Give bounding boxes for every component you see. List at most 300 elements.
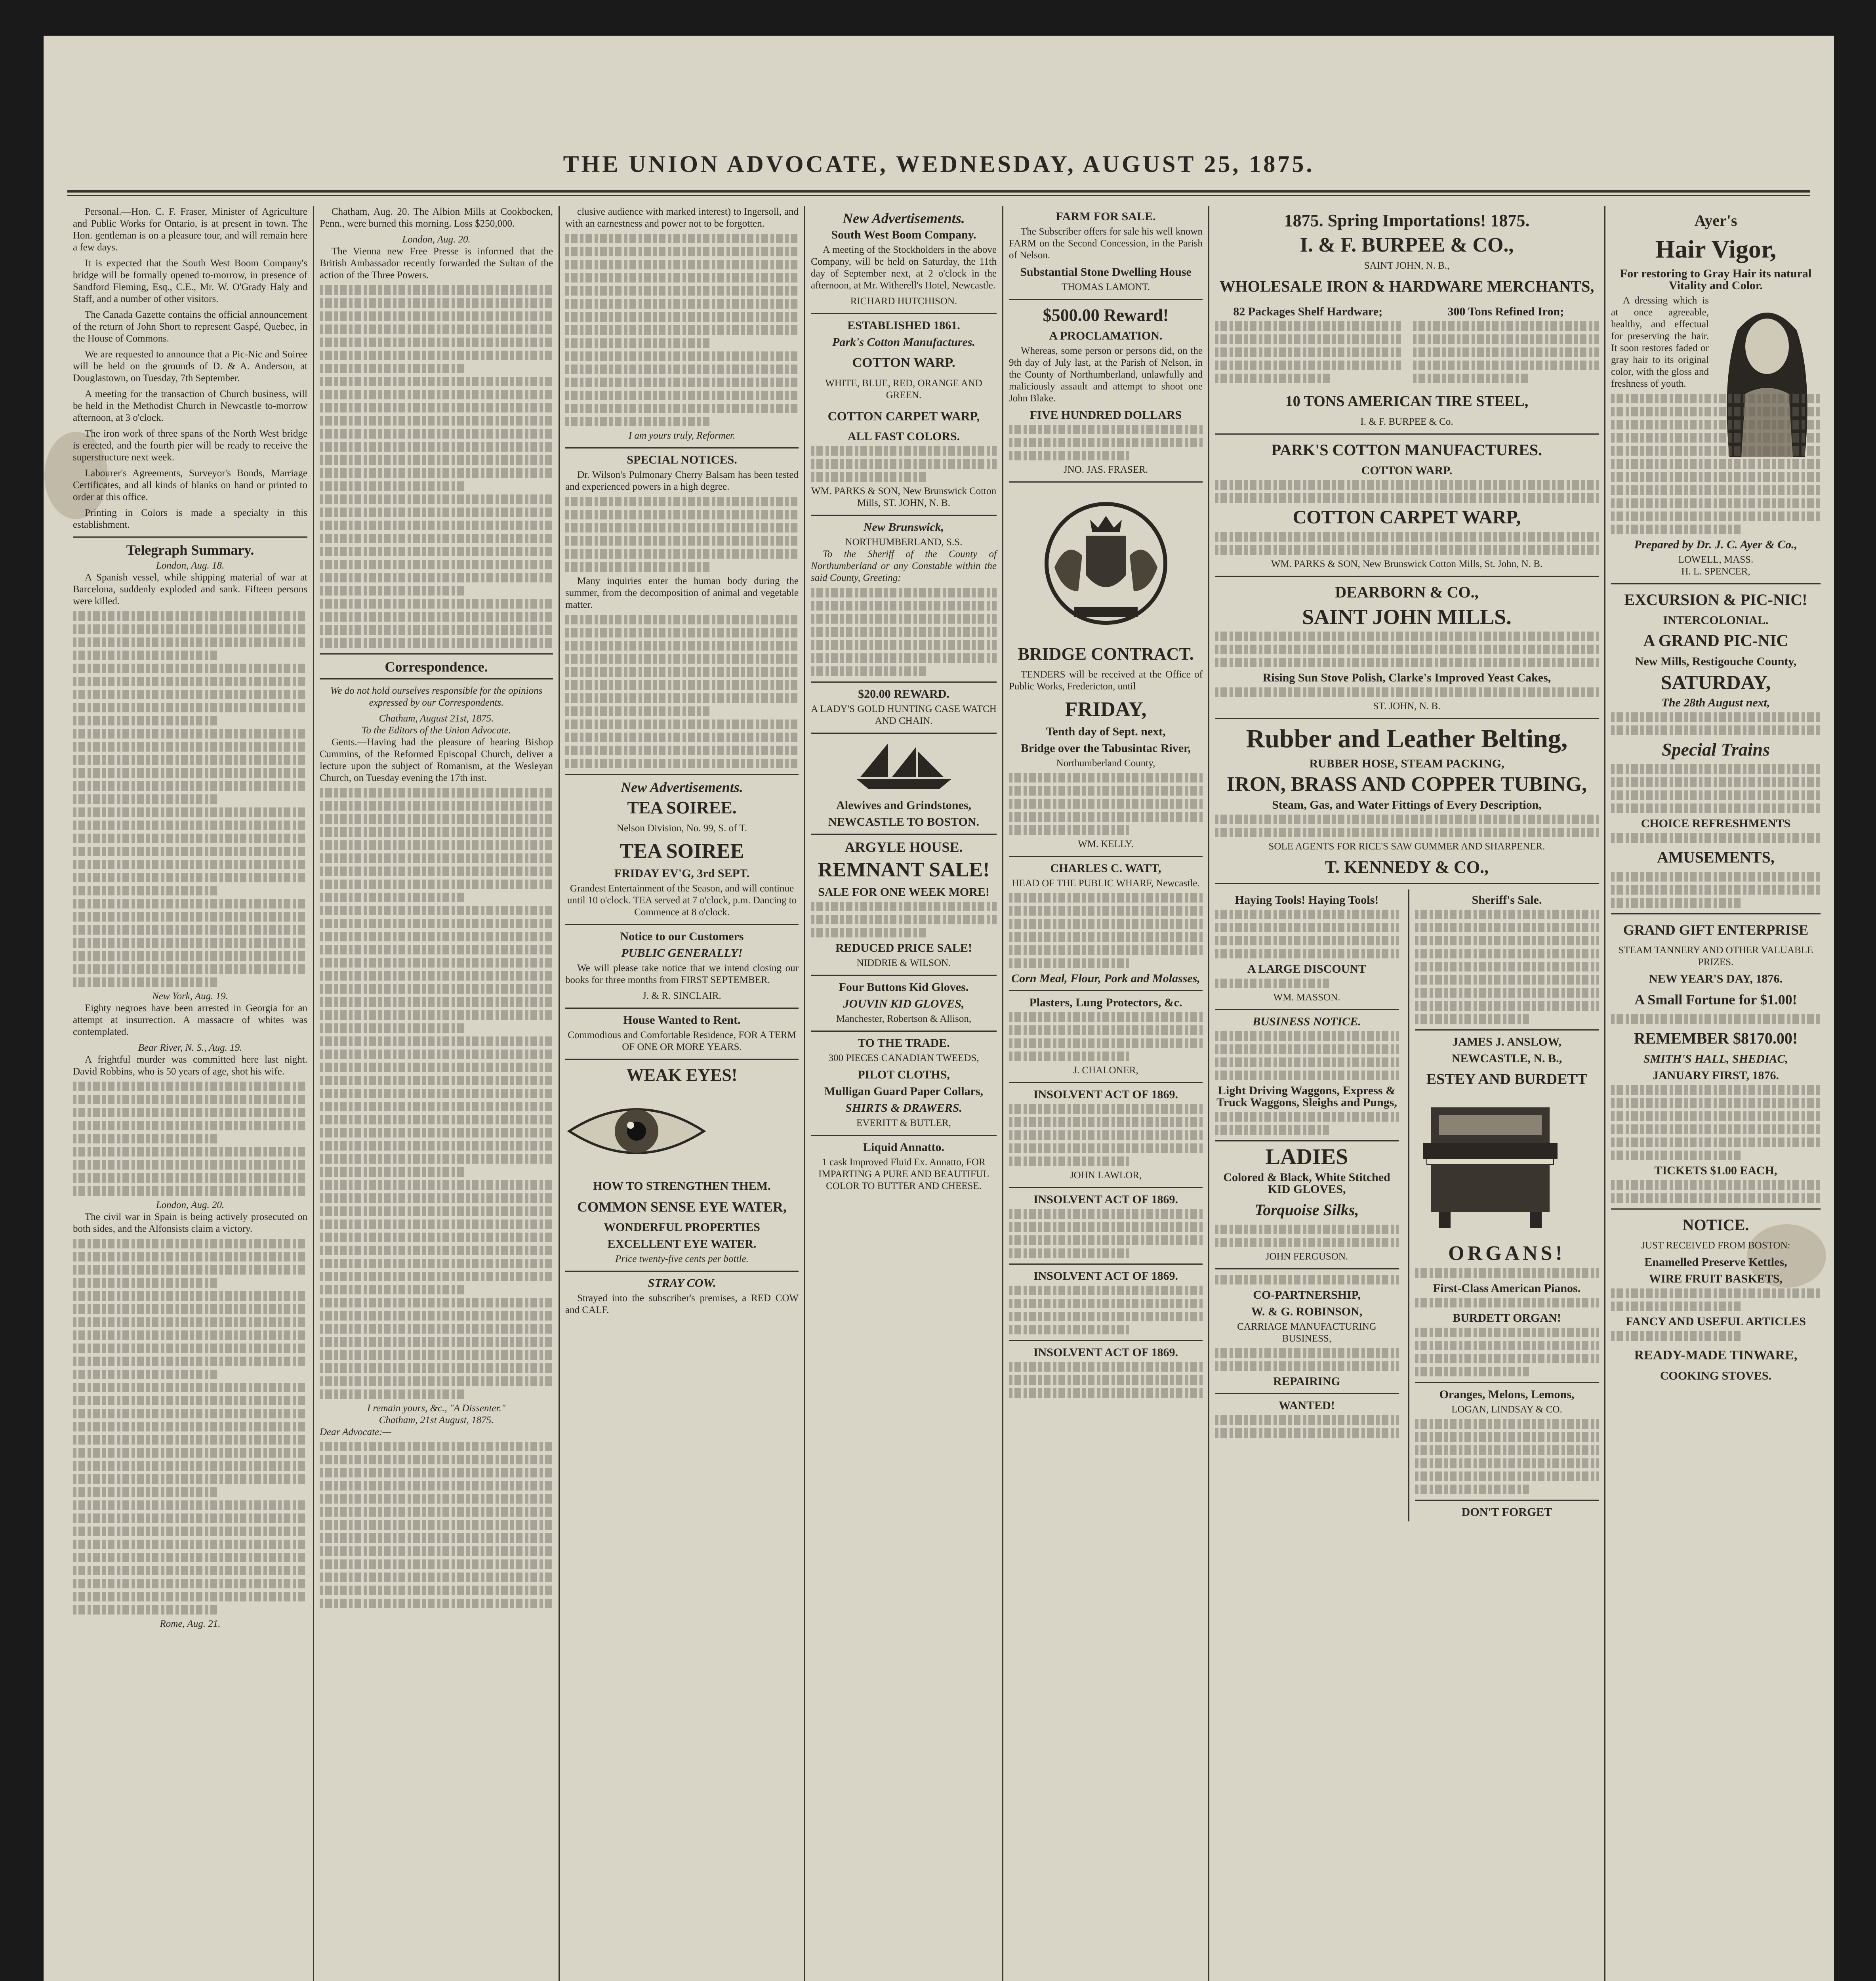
ad-title: BRIDGE CONTRACT. bbox=[1018, 644, 1194, 664]
ad-body: TENDERS will be received at the Office of Public Works, Fredericton, until bbox=[1009, 669, 1203, 692]
section-heading: SPECIAL NOTICES. bbox=[627, 453, 737, 466]
ad-title: Liquid Annatto. bbox=[863, 1141, 945, 1154]
ad-subtitle: SALE FOR ONE WEEK MORE! bbox=[818, 886, 989, 899]
text-line bbox=[1415, 1298, 1599, 1307]
ad-title: CHARLES C. WATT, bbox=[1050, 862, 1161, 875]
ad-body: To the Sheriff of the County of Northumberland or any Constable within the said County, Greeting: bbox=[811, 549, 997, 583]
text-line bbox=[1009, 825, 1129, 835]
ad-title: Plasters, Lung Protectors, &c. bbox=[1029, 996, 1182, 1009]
text-line bbox=[1009, 1248, 1129, 1258]
text-line bbox=[73, 834, 307, 843]
divider bbox=[1215, 576, 1599, 577]
text-line bbox=[1009, 1157, 1129, 1166]
text-line bbox=[1415, 1471, 1599, 1481]
text-line bbox=[1215, 923, 1399, 932]
text-line bbox=[1009, 1025, 1203, 1035]
text-line bbox=[320, 893, 464, 902]
text-line bbox=[320, 586, 464, 595]
text-line bbox=[811, 653, 997, 663]
paragraph: We are requested to announce that a Pic-Nic and Soiree will be held on the grounds of D. & A. Anderson, at Douglastown, on Tuesday, 7th September. bbox=[73, 349, 307, 384]
text-line bbox=[320, 840, 553, 850]
text-line bbox=[1415, 1268, 1599, 1278]
text-line bbox=[811, 614, 997, 624]
divider bbox=[1215, 1140, 1399, 1141]
divider bbox=[1215, 1009, 1399, 1010]
ad-price: Price twenty-five cents per bottle. bbox=[615, 1254, 749, 1264]
ad-subtitle: SHIRTS & DRAWERS. bbox=[845, 1101, 962, 1115]
ad-title: DEARBORN & CO., bbox=[1335, 583, 1479, 601]
text-line bbox=[1415, 1445, 1599, 1455]
text-line bbox=[73, 690, 307, 699]
text-line bbox=[73, 651, 218, 660]
text-line bbox=[1415, 1367, 1529, 1376]
ad-title: EXCURSION & PIC-NIC! bbox=[1624, 591, 1807, 609]
text-line bbox=[565, 562, 710, 572]
paragraph: A Spanish vessel, while shipping material of war at Barcelona, suddenly exploded and sank. Fifteen persons were killed. bbox=[73, 572, 307, 607]
text-line bbox=[73, 1095, 307, 1104]
text-line bbox=[320, 416, 553, 426]
text-line bbox=[1215, 1112, 1399, 1122]
text-line bbox=[320, 1324, 553, 1334]
ad-signature: I. & F. BURPEE & Co. bbox=[1360, 416, 1453, 427]
divider bbox=[1215, 433, 1599, 435]
text-line bbox=[1611, 498, 1821, 508]
text-line bbox=[320, 1180, 553, 1190]
royal-crest-icon bbox=[1031, 488, 1181, 639]
dateline: Rome, Aug. 21. bbox=[160, 1618, 221, 1629]
text-line bbox=[73, 847, 307, 856]
text-line bbox=[320, 997, 553, 1007]
text-line bbox=[320, 1259, 553, 1268]
ad-subtitle: Nelson Division, No. 99, S. of T. bbox=[617, 823, 747, 834]
ad-subtitle: NEW YEAR'S DAY, 1876. bbox=[1649, 972, 1783, 985]
ad-title: Ayer's bbox=[1694, 212, 1737, 229]
text-line bbox=[320, 455, 553, 465]
text-line bbox=[320, 945, 553, 954]
ad-date: FRIDAY EV'G, 3rd SEPT. bbox=[614, 867, 750, 880]
text-line bbox=[565, 549, 799, 559]
text-line bbox=[811, 459, 997, 469]
text-line bbox=[73, 1291, 307, 1301]
text-line bbox=[320, 351, 553, 360]
divider bbox=[811, 1031, 997, 1032]
ad-signature: WM. MASSON. bbox=[1273, 992, 1340, 1003]
divider bbox=[565, 447, 799, 448]
ad-subtitle: First-Class American Pianos. bbox=[1433, 1282, 1581, 1295]
text-line bbox=[320, 1102, 553, 1111]
ad-subtitle: Rising Sun Stove Polish, Clarke's Improved Yeast Cakes, bbox=[1262, 671, 1551, 684]
ad-signature: Manchester, Robertson & Allison, bbox=[836, 1013, 972, 1024]
column-6 bbox=[1208, 206, 1604, 1981]
column-1 bbox=[67, 206, 313, 1981]
ad-subtitle: FIVE HUNDRED DOLLARS bbox=[1030, 408, 1182, 422]
ad-subtitle: Substantial Stone Dwelling House bbox=[1020, 265, 1192, 279]
ad-subtitle: SMITH'S HALL, SHEDIAC, bbox=[1643, 1052, 1788, 1065]
ad-headline: READY-MADE TINWARE, bbox=[1634, 1348, 1798, 1363]
text-line bbox=[320, 853, 553, 863]
ad-signature: T. KENNEDY & CO., bbox=[1325, 857, 1489, 877]
text-line bbox=[320, 1533, 553, 1543]
ad-subtitle: INTERCOLONIAL. bbox=[1663, 614, 1769, 627]
text-line bbox=[73, 807, 307, 817]
text-line bbox=[73, 1422, 307, 1431]
text-line bbox=[320, 1586, 553, 1595]
ad-signature: NIDDRIE & WILSON. bbox=[856, 958, 951, 968]
text-line bbox=[565, 667, 799, 677]
text-line bbox=[73, 1553, 307, 1562]
text-line bbox=[320, 1272, 553, 1281]
column-container bbox=[67, 206, 1813, 1981]
ad-signature: THOMAS LAMONT. bbox=[1061, 282, 1150, 292]
ad-signature: EVERITT & BUTLER, bbox=[856, 1118, 951, 1128]
ad-headline: AMUSEMENTS, bbox=[1657, 848, 1775, 866]
text-line bbox=[320, 1233, 553, 1242]
text-line bbox=[1611, 764, 1821, 774]
section-heading: Correspondence. bbox=[385, 659, 488, 675]
text-line bbox=[1215, 949, 1399, 958]
text-line bbox=[73, 716, 218, 725]
text-line bbox=[320, 1298, 553, 1307]
text-line bbox=[73, 925, 307, 935]
text-line bbox=[320, 429, 553, 439]
text-line bbox=[73, 912, 307, 922]
text-line bbox=[73, 1265, 307, 1275]
ad-subtitle: HEAD OF THE PUBLIC WHARF, Newcastle. bbox=[1012, 878, 1200, 889]
ad-subtitle: PILOT CLOTHS, bbox=[858, 1068, 950, 1081]
text-line bbox=[1611, 407, 1821, 416]
divider bbox=[320, 678, 553, 679]
divider bbox=[1611, 583, 1821, 584]
text-line bbox=[73, 1540, 307, 1549]
ad-signature: WM. PARKS & SON, New Brunswick Cotton Mills, St. John, N. B. bbox=[1271, 559, 1543, 569]
text-line bbox=[320, 442, 553, 452]
ad-body: Strayed into the subscriber's premises, a RED COW and CALF. bbox=[565, 1293, 799, 1315]
divider bbox=[1415, 1029, 1599, 1031]
text-line bbox=[73, 873, 307, 882]
text-line bbox=[320, 1311, 553, 1321]
text-line bbox=[320, 827, 553, 837]
text-line bbox=[1215, 632, 1599, 641]
ad-title: NOTICE. bbox=[1682, 1216, 1749, 1234]
text-line bbox=[1611, 511, 1821, 521]
text-line bbox=[1215, 645, 1599, 654]
text-line bbox=[1413, 347, 1599, 357]
ad-title: Haying Tools! Haying Tools! bbox=[1235, 893, 1379, 907]
text-line bbox=[73, 1566, 307, 1575]
ad-subtitle: FANCY AND USEFUL ARTICLES bbox=[1626, 1315, 1806, 1328]
text-line bbox=[73, 742, 307, 752]
ad-subtitle: Tenth day of Sept. next, bbox=[1046, 725, 1166, 738]
ad-signature: J. & R. SINCLAIR. bbox=[642, 990, 721, 1001]
ad-title: House Wanted to Rent. bbox=[623, 1013, 741, 1027]
ad-line: WHITE, BLUE, RED, ORANGE AND GREEN. bbox=[825, 378, 982, 401]
text-line bbox=[1215, 828, 1599, 837]
text-line bbox=[565, 706, 710, 716]
ad-title: A PROCLAMATION. bbox=[1049, 329, 1163, 342]
text-line bbox=[565, 417, 710, 426]
ad-title: STRAY COW. bbox=[648, 1277, 716, 1290]
masthead-rule-thin bbox=[67, 195, 1810, 196]
divider bbox=[1611, 1208, 1821, 1210]
text-line bbox=[1009, 812, 1203, 822]
text-line bbox=[320, 573, 553, 582]
ad-body: Whereas, some person or persons did, on the 9th day of July last, at the Parish of Nelson, in the County of Northumberland, unlawfully and maliciously assault and attempt to shoot one John Blake. bbox=[1009, 345, 1203, 404]
text-line bbox=[73, 1396, 307, 1405]
text-line bbox=[565, 759, 799, 768]
text-line bbox=[320, 1141, 553, 1151]
ad-headline: IRON, BRASS AND COPPER TUBING, bbox=[1226, 773, 1587, 796]
text-line bbox=[320, 377, 553, 386]
ad-headline: TEA SOIREE bbox=[620, 840, 744, 863]
text-line bbox=[565, 273, 799, 282]
text-line bbox=[320, 364, 464, 373]
text-line bbox=[320, 1050, 553, 1059]
text-line bbox=[73, 1435, 307, 1445]
text-line bbox=[73, 899, 307, 908]
ad-title: INSOLVENT ACT OF 1869. bbox=[1033, 1269, 1178, 1282]
newspaper-page bbox=[44, 36, 1834, 1981]
ad-two-column bbox=[1215, 889, 1599, 1521]
ad-subtitle: COOKING STOVES. bbox=[1660, 1369, 1772, 1382]
ad-line: 300 PIECES CANADIAN TWEEDS, bbox=[828, 1053, 979, 1063]
ad-title: INSOLVENT ACT OF 1869. bbox=[1033, 1346, 1178, 1359]
ad-body: Grandest Entertainment of the Season, and will continue until 10 o'clock. TEA served at 7 o'clock, p.m. Dancing to Commence at 8 o'clock. bbox=[567, 883, 797, 918]
ad-signature: J. CHALONER, bbox=[1073, 1065, 1138, 1076]
text-line bbox=[320, 560, 553, 569]
text-line bbox=[565, 733, 799, 742]
text-line bbox=[1215, 1225, 1399, 1234]
text-line bbox=[1611, 394, 1821, 403]
divider bbox=[565, 1271, 799, 1272]
ad-title: BUSINESS NOTICE. bbox=[1253, 1015, 1361, 1028]
paragraph: It is expected that the South West Boom Company's bridge will be formally opened to-morrow, in presence of Sandford Fleming, Esq., C.E., Mr. W. O'Grady Haly and Staff, and a number of other visitors. bbox=[73, 258, 307, 304]
ad-title: Four Buttons Kid Gloves. bbox=[839, 981, 969, 994]
section-heading: New Advertisements. bbox=[843, 210, 965, 226]
ad-subtitle: PUBLIC GENERALLY! bbox=[621, 947, 743, 960]
text-line bbox=[73, 1344, 307, 1353]
ad-column-right bbox=[1413, 301, 1599, 387]
ad-headline: COTTON WARP. bbox=[852, 355, 955, 370]
ad-subtitle: BURDETT ORGAN! bbox=[1453, 1311, 1561, 1324]
text-line bbox=[73, 1173, 307, 1183]
text-line bbox=[320, 1573, 553, 1582]
text-line bbox=[1611, 525, 1741, 534]
ad-title: Alewives and Grindstones, bbox=[836, 799, 971, 812]
text-line bbox=[320, 1363, 553, 1373]
text-line bbox=[1009, 1038, 1203, 1048]
ad-headline: COTTON CARPET WARP, bbox=[1293, 507, 1521, 528]
signature: I remain yours, &c., "A Dissenter." bbox=[367, 1403, 506, 1414]
text-line bbox=[320, 311, 553, 321]
divider bbox=[811, 733, 997, 734]
divider bbox=[1009, 990, 1203, 991]
ad-signature: Prepared by Dr. J. C. Ayer & Co., bbox=[1634, 538, 1798, 551]
schooner-illustration bbox=[845, 739, 963, 795]
ad-subtitle: Bridge over the Tabusintac River, bbox=[1020, 742, 1191, 755]
text-line bbox=[565, 260, 799, 269]
text-line bbox=[320, 1455, 553, 1464]
divider bbox=[565, 1059, 799, 1060]
ad-subtitle: WIRE FRUIT BASKETS, bbox=[1649, 1272, 1783, 1285]
text-line bbox=[1215, 1238, 1399, 1247]
text-line bbox=[1215, 910, 1399, 919]
text-line bbox=[1009, 1325, 1129, 1334]
text-line bbox=[73, 1370, 218, 1379]
text-line bbox=[1611, 420, 1821, 429]
text-line bbox=[1611, 712, 1821, 722]
text-line bbox=[1611, 1098, 1821, 1108]
ad-subtitle: W. & G. ROBINSON, bbox=[1251, 1305, 1363, 1318]
dateline: Chatham, August 21st, 1875. bbox=[379, 713, 494, 724]
text-line bbox=[320, 468, 553, 478]
text-line bbox=[320, 625, 553, 635]
divider bbox=[1215, 883, 1599, 884]
text-line bbox=[73, 1592, 307, 1601]
text-line bbox=[1215, 979, 1329, 988]
text-line bbox=[320, 298, 553, 308]
ad-subtitle: NEWCASTLE TO BOSTON. bbox=[828, 815, 979, 828]
ad-signature: JOHN FERGUSON. bbox=[1265, 1251, 1348, 1262]
text-line bbox=[320, 1036, 553, 1046]
ad-subtitle: TICKETS $1.00 EACH, bbox=[1654, 1164, 1777, 1177]
masthead-rule bbox=[67, 190, 1810, 193]
ad-subtitle: Park's Cotton Manufactures. bbox=[832, 336, 975, 349]
ad-headline: COMMON SENSE EYE WATER, bbox=[577, 1199, 787, 1215]
text-line bbox=[73, 1500, 307, 1510]
text-line bbox=[1415, 962, 1599, 971]
text-line bbox=[73, 1409, 307, 1418]
text-line bbox=[73, 1317, 307, 1327]
paragraph: Chatham, Aug. 20. The Albion Mills at Cookbocken, Penn., were burned this morning. Loss $250,000. bbox=[320, 206, 553, 229]
ad-body: We will please take notice that we intend closing our books for three months from FIRST SEPTEMBER. bbox=[565, 963, 799, 985]
text-line bbox=[73, 703, 307, 712]
text-line bbox=[565, 234, 799, 243]
text-line bbox=[320, 612, 553, 622]
divider bbox=[1009, 1340, 1203, 1341]
divider bbox=[73, 536, 307, 538]
text-line bbox=[1009, 1130, 1203, 1140]
ad-subtitle: RUBBER HOSE, STEAM PACKING, bbox=[1309, 757, 1504, 770]
ad-headline: 10 TONS AMERICAN TIRE STEEL, bbox=[1285, 393, 1529, 410]
divider bbox=[320, 653, 553, 655]
text-line bbox=[565, 365, 799, 374]
text-line bbox=[320, 494, 553, 504]
text-line bbox=[1413, 374, 1528, 383]
organ-illustration bbox=[1415, 1099, 1565, 1230]
section-heading: Telegraph Summary. bbox=[126, 542, 254, 558]
ad-title: Sheriff's Sale. bbox=[1472, 893, 1542, 907]
dateline: London, Aug. 20. bbox=[156, 1200, 225, 1210]
text-line bbox=[320, 1376, 553, 1386]
ad-subtitle: For restoring to Gray Hair its natural Vitality and Color. bbox=[1620, 267, 1812, 292]
text-line bbox=[1009, 1104, 1203, 1114]
ad-subtitle: ALL FAST COLORS. bbox=[847, 430, 960, 443]
masthead: THE UNION ADVOCATE, WEDNESDAY, AUGUST 25, 1875. bbox=[563, 151, 1315, 177]
text-line bbox=[1009, 1235, 1203, 1245]
text-line bbox=[1611, 1124, 1821, 1134]
text-line bbox=[1215, 687, 1599, 697]
ad-title: JAMES J. ANSLOW, bbox=[1452, 1035, 1561, 1048]
text-line bbox=[1415, 1001, 1599, 1011]
text-line bbox=[1009, 1143, 1203, 1153]
text-line bbox=[320, 521, 553, 530]
ad-title: CO-PARTNERSHIP, bbox=[1253, 1288, 1361, 1302]
ad-subtitle: JANUARY FIRST, 1876. bbox=[1653, 1069, 1779, 1082]
ad-subtitle: A LARGE DISCOUNT bbox=[1247, 962, 1367, 975]
text-line bbox=[1415, 923, 1599, 932]
text-line bbox=[1009, 1375, 1203, 1385]
ad-headline: A GRAND PIC-NIC bbox=[1643, 632, 1788, 650]
text-line bbox=[1009, 919, 1203, 929]
ad-two-column bbox=[1215, 301, 1599, 387]
text-line bbox=[73, 938, 307, 948]
divider bbox=[811, 975, 997, 976]
text-line bbox=[565, 719, 799, 729]
divider bbox=[1009, 481, 1203, 483]
text-line bbox=[73, 637, 307, 647]
text-line bbox=[320, 788, 553, 798]
ad-headline: Hair Vigor, bbox=[1655, 235, 1777, 263]
ad-subtitle: Corn Meal, Flour, Pork and Molasses, bbox=[1011, 972, 1200, 985]
text-line bbox=[320, 1220, 553, 1229]
ad-headline: FRIDAY, bbox=[1065, 698, 1147, 721]
text-line bbox=[1611, 777, 1821, 787]
ad-body: A meeting of the Stockholders in the above Company, will be held on Saturday, the 11th day of September next, at 2 o'clock in the afternoon, at Mr. Witherell's Hotel, Newcastle. bbox=[811, 244, 997, 291]
text-line bbox=[1009, 425, 1203, 434]
text-line bbox=[811, 601, 997, 611]
text-line bbox=[73, 1121, 307, 1130]
divider bbox=[811, 313, 997, 314]
text-line bbox=[811, 627, 997, 637]
ad-title: WANTED! bbox=[1279, 1399, 1335, 1412]
text-line bbox=[565, 536, 799, 546]
signature: I am yours truly, Reformer. bbox=[628, 430, 736, 441]
text-line bbox=[565, 497, 799, 506]
text-line bbox=[1415, 1328, 1599, 1337]
ad-subtitle: WONDERFUL PROPERTIES bbox=[604, 1221, 760, 1234]
text-line bbox=[73, 1448, 307, 1458]
text-line bbox=[73, 755, 307, 765]
column-5 bbox=[1002, 206, 1208, 1981]
text-line bbox=[320, 390, 553, 399]
text-line bbox=[565, 693, 799, 703]
text-line bbox=[1215, 493, 1599, 503]
text-line bbox=[1009, 1209, 1203, 1219]
text-line bbox=[1215, 347, 1401, 357]
ad-subtitle: Colored & Black, White Stitched KID GLOVES, bbox=[1223, 1171, 1390, 1196]
text-line bbox=[1611, 1331, 1741, 1341]
paragraph: Dr. Wilson's Pulmonary Cherry Balsam has been tested and experienced powers in a high degree. bbox=[565, 469, 799, 492]
text-line bbox=[1215, 1071, 1399, 1080]
text-line bbox=[320, 801, 553, 811]
text-line bbox=[320, 919, 553, 928]
ad-title: GRAND GIFT ENTERPRISE bbox=[1623, 922, 1809, 938]
ad-headline: WHOLESALE IRON & HARDWARE MERCHANTS, bbox=[1219, 277, 1594, 295]
text-line bbox=[73, 1605, 218, 1615]
text-line bbox=[565, 641, 799, 651]
column-7 bbox=[1604, 206, 1826, 1981]
divider bbox=[565, 1008, 799, 1009]
text-line bbox=[1215, 1057, 1399, 1067]
text-line bbox=[1611, 872, 1821, 882]
ad-headline: A Small Fortune for $1.00! bbox=[1634, 992, 1797, 1008]
text-line bbox=[1009, 438, 1203, 447]
divider bbox=[1215, 718, 1599, 719]
ad-line: JUST RECEIVED FROM BOSTON: bbox=[1641, 1240, 1790, 1251]
text-line bbox=[320, 1442, 553, 1451]
text-line bbox=[1611, 1111, 1821, 1121]
text-line bbox=[1611, 1137, 1821, 1147]
